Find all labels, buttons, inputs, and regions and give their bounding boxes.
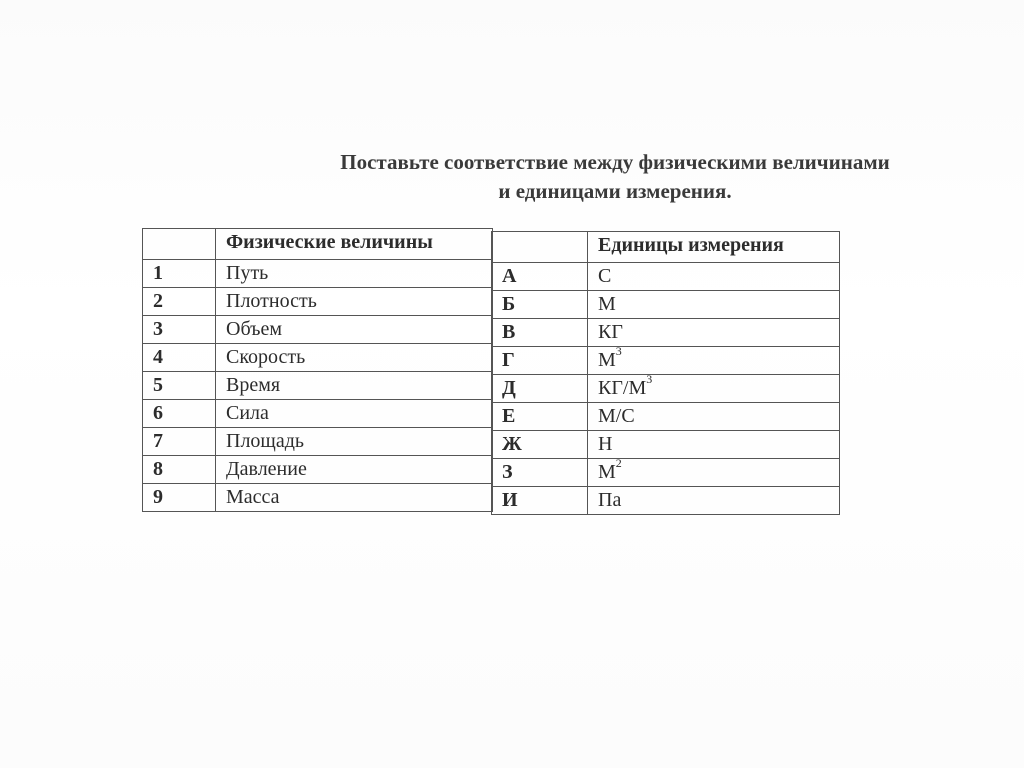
table-row	[492, 263, 840, 291]
unit-cell	[588, 403, 840, 431]
unit-exponent: 3	[646, 372, 653, 386]
unit-exponent: 3	[615, 344, 622, 358]
quantity-name: Плотность	[216, 288, 493, 316]
table-row	[492, 403, 840, 431]
table-row	[143, 288, 493, 316]
unit-symbol: С	[598, 265, 612, 287]
table-row	[492, 375, 840, 403]
table-row	[492, 319, 840, 347]
row-number: 7	[143, 428, 216, 456]
units-header-row	[492, 232, 840, 263]
row-letter: Е	[492, 403, 588, 431]
unit-symbol: М	[598, 349, 616, 371]
row-letter: Г	[492, 347, 588, 375]
row-number: 3	[143, 316, 216, 344]
number-header-cell	[143, 229, 216, 260]
row-number: 8	[143, 456, 216, 484]
units-header: Единицы измерения	[588, 232, 840, 263]
unit-symbol: КГ	[598, 321, 623, 343]
quantity-name: Объем	[216, 316, 493, 344]
quantity-name: Время	[216, 372, 493, 400]
row-letter: Ж	[492, 431, 588, 459]
quantity-name: Скорость	[216, 344, 493, 372]
quantities-table	[142, 228, 493, 512]
table-row	[143, 484, 493, 512]
table-row	[143, 456, 493, 484]
quantity-name: Путь	[216, 260, 493, 288]
table-row	[143, 316, 493, 344]
heading-line-1: Поставьте соответствие между физическими величинами	[340, 150, 890, 174]
row-letter: З	[492, 459, 588, 487]
unit-cell	[588, 456, 840, 487]
row-number: 9	[143, 484, 216, 512]
table-row	[143, 260, 493, 288]
quantity-name: Масса	[216, 484, 493, 512]
unit-cell	[588, 344, 840, 375]
table-row	[492, 431, 840, 459]
row-letter: И	[492, 487, 588, 515]
quantities-header: Физические величины	[216, 229, 493, 260]
table-row	[143, 428, 493, 456]
row-number: 2	[143, 288, 216, 316]
quantity-name: Давление	[216, 456, 493, 484]
row-number: 4	[143, 344, 216, 372]
table-row	[492, 291, 840, 319]
unit-cell	[588, 291, 840, 319]
row-letter: А	[492, 263, 588, 291]
row-letter: В	[492, 319, 588, 347]
row-letter: Д	[492, 375, 588, 403]
unit-symbol: Н	[598, 433, 613, 455]
row-number: 5	[143, 372, 216, 400]
unit-symbol: М/С	[598, 405, 635, 427]
unit-symbol: КГ/М	[598, 377, 647, 399]
task-heading	[290, 148, 940, 206]
unit-symbol: М	[598, 461, 616, 483]
quantity-name: Площадь	[216, 428, 493, 456]
table-row	[143, 372, 493, 400]
unit-cell	[588, 263, 840, 291]
table-row	[492, 347, 840, 375]
unit-exponent: 2	[615, 456, 622, 470]
heading-line-2: и единицами измерения.	[498, 179, 732, 203]
unit-cell	[588, 372, 840, 403]
unit-symbol: Па	[598, 489, 622, 511]
unit-cell	[588, 431, 840, 459]
table-row	[143, 344, 493, 372]
quantity-name: Сила	[216, 400, 493, 428]
unit-cell	[588, 487, 840, 515]
unit-symbol: М	[598, 293, 616, 315]
table-row	[492, 459, 840, 487]
table-row	[143, 400, 493, 428]
row-letter: Б	[492, 291, 588, 319]
quantities-header-row	[143, 229, 493, 260]
row-number: 6	[143, 400, 216, 428]
table-row	[492, 487, 840, 515]
units-table	[491, 231, 840, 515]
letter-header-cell	[492, 232, 588, 263]
row-number: 1	[143, 260, 216, 288]
unit-cell	[588, 319, 840, 347]
